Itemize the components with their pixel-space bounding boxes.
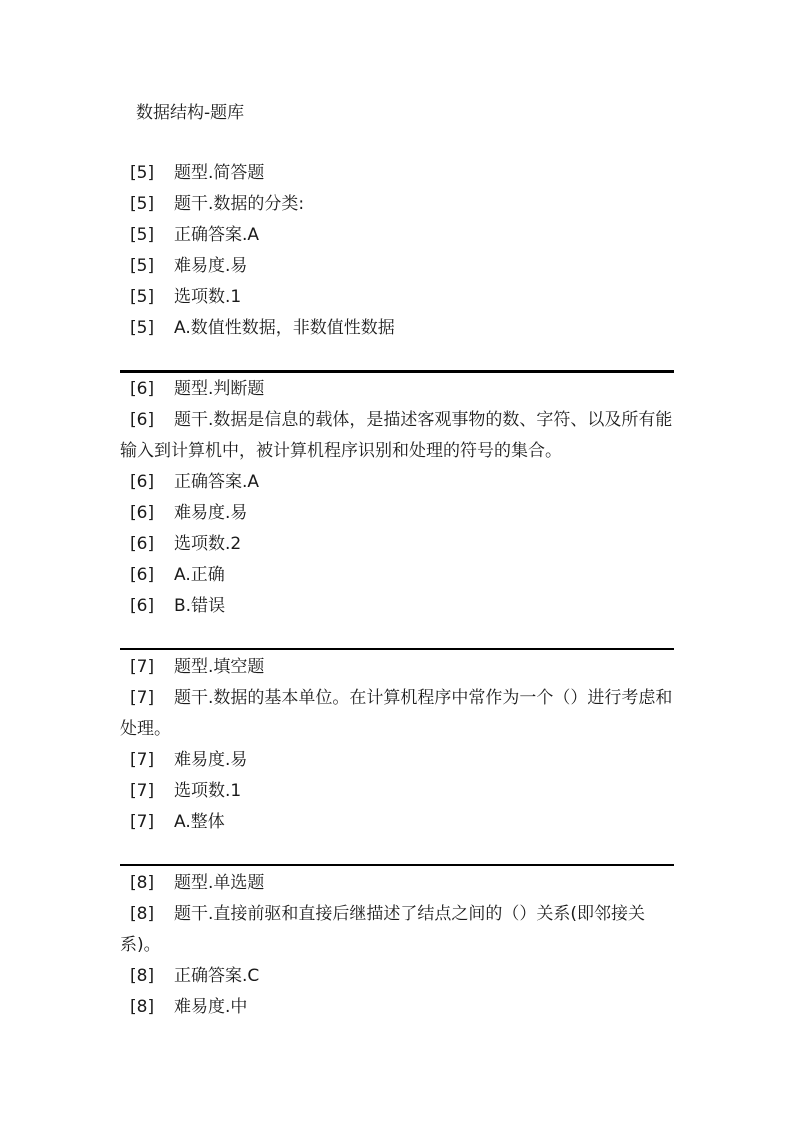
question-id: [5]	[130, 225, 155, 245]
question-id: [7]	[130, 688, 155, 708]
question-answer: 正确答案.C	[174, 966, 260, 986]
question-answer-line	[120, 961, 674, 992]
question-answer-line	[120, 467, 674, 498]
question-id: [5]	[130, 318, 155, 338]
question-difficulty: 难易度.中	[174, 997, 248, 1017]
question-stem: 题干.数据的基本单位。在计算机程序中常作为一个（）进行考虑和处理。	[120, 688, 673, 739]
section-divider	[120, 370, 674, 373]
question-option-a-line	[120, 560, 674, 591]
document-title: 数据结构-题库	[136, 103, 245, 123]
question-answer: 正确答案.A	[174, 472, 260, 492]
question-type-line	[120, 652, 674, 683]
question-stem: 题干.直接前驱和直接后继描述了结点之间的（）关系(即邻接关系)。	[120, 904, 646, 955]
question-block-5	[120, 158, 674, 344]
question-id: [7]	[130, 750, 155, 770]
question-id: [6]	[130, 379, 155, 399]
question-difficulty: 难易度.易	[174, 750, 248, 770]
question-difficulty-line	[120, 745, 674, 776]
question-id: [6]	[130, 565, 155, 585]
question-id: [6]	[130, 503, 155, 523]
question-difficulty: 难易度.易	[174, 503, 248, 523]
question-option-count-line	[120, 529, 674, 560]
question-option-a-line	[120, 807, 674, 838]
question-option-a: A.正确	[174, 565, 225, 585]
question-option-count-line	[120, 776, 674, 807]
question-block-7	[120, 652, 674, 838]
question-type: 题型.单选题	[174, 873, 265, 893]
question-stem-line	[120, 683, 674, 745]
question-option-b-line	[120, 591, 674, 622]
question-stem-line	[120, 189, 674, 220]
question-id: [6]	[130, 472, 155, 492]
question-difficulty-line	[120, 251, 674, 282]
question-id: [8]	[130, 966, 155, 986]
question-type: 题型.简答题	[174, 163, 265, 183]
question-stem: 题干.数据是信息的载体，是描述客观事物的数、字符、以及所有能输入到计算机中，被计算机程序识别和处理的符号的集合。	[120, 410, 673, 461]
question-type: 题型.填空题	[174, 657, 265, 677]
question-id: [5]	[130, 163, 155, 183]
question-answer-line	[120, 220, 674, 251]
question-id: [6]	[130, 410, 155, 430]
question-id: [5]	[130, 256, 155, 276]
question-difficulty: 难易度.易	[174, 256, 248, 276]
question-option-a: A.数值性数据，非数值性数据	[174, 318, 395, 338]
question-block-8	[120, 868, 674, 1023]
question-type: 题型.判断题	[174, 379, 265, 399]
question-id: [6]	[130, 534, 155, 554]
question-id: [8]	[130, 997, 155, 1017]
question-id: [8]	[130, 904, 155, 924]
question-id: [7]	[130, 657, 155, 677]
question-difficulty-line	[120, 992, 674, 1023]
question-stem-line	[120, 405, 674, 467]
question-id: [7]	[130, 812, 155, 832]
section-divider	[120, 864, 674, 866]
question-option-b: B.错误	[174, 596, 226, 616]
question-stem-line	[120, 899, 674, 961]
question-id: [7]	[130, 781, 155, 801]
question-option-count: 选项数.1	[174, 781, 242, 801]
question-type-line	[120, 868, 674, 899]
question-id: [8]	[130, 873, 155, 893]
question-type-line	[120, 158, 674, 189]
question-answer: 正确答案.A	[174, 225, 260, 245]
question-stem: 题干.数据的分类:	[174, 194, 305, 214]
question-id: [6]	[130, 596, 155, 616]
question-option-a-line	[120, 313, 674, 344]
question-block-6	[120, 374, 674, 622]
section-divider	[120, 648, 674, 650]
question-option-count: 选项数.2	[174, 534, 242, 554]
question-option-count-line	[120, 282, 674, 313]
question-type-line	[120, 374, 674, 405]
question-option-count: 选项数.1	[174, 287, 242, 307]
question-id: [5]	[130, 287, 155, 307]
question-difficulty-line	[120, 498, 674, 529]
question-id: [5]	[130, 194, 155, 214]
question-option-a: A.整体	[174, 812, 225, 832]
